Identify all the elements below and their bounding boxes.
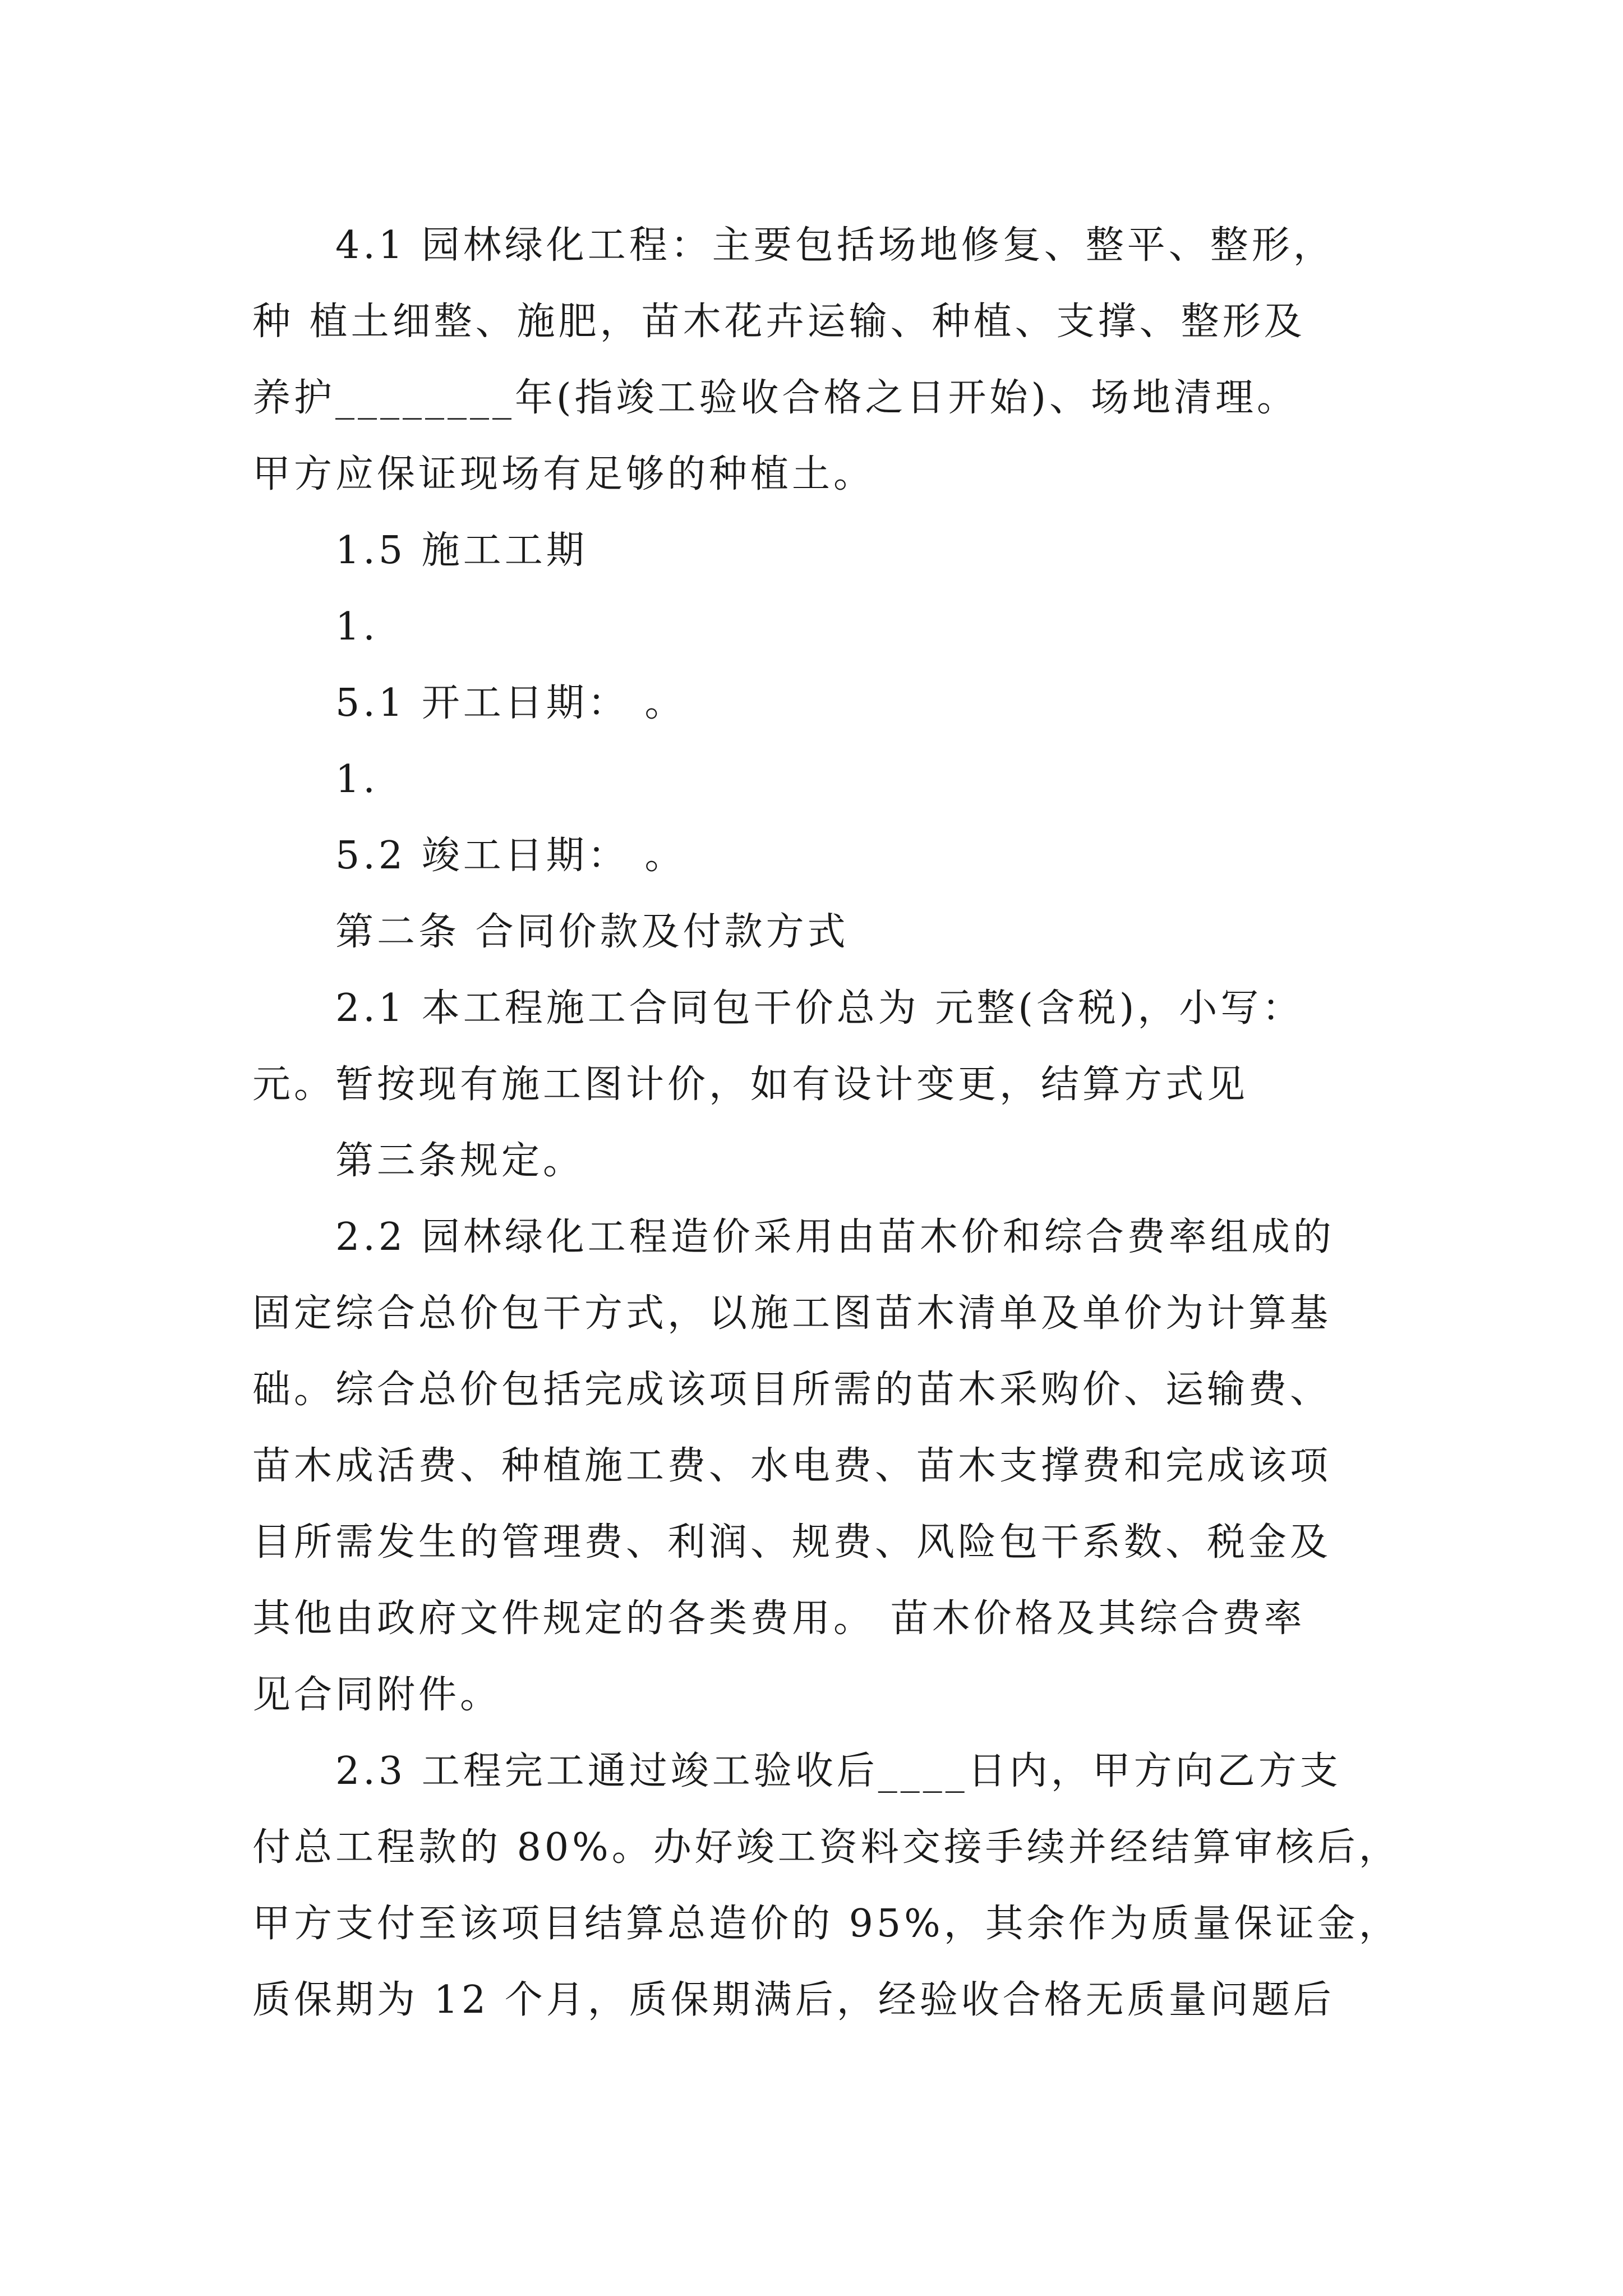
text-line: 其他由政府文件规定的各类费用。 苗木价格及其综合费率	[252, 1596, 1306, 1641]
section-heading: 1.5 施工工期	[335, 528, 588, 573]
text-line: 1.	[335, 605, 379, 649]
text-line: 2.1 本工程施工合同包干价总为 元整(含税)，小写：	[335, 986, 1304, 1030]
text-line: 质保期为 12 个月，质保期满后，经验收合格无质量问题后	[252, 1978, 1335, 2022]
text-line: 4.1 园林绿化工程：主要包括场地修复、整平、整形，	[335, 223, 1335, 268]
text-line: 第三条规定。	[335, 1139, 585, 1183]
text-line: 养护________年(指竣工验收合格之日开始)、场地清理。	[252, 376, 1299, 420]
text-line: 甲方支付至该项目结算总造价的 95%，其余作为质量保证金，	[252, 1902, 1400, 1946]
text-line: 2.2 园林绿化工程造价采用由苗木价和综合费率组成的	[335, 1215, 1335, 1259]
text-line: 付总工程款的 80%。办好竣工资料交接手续并经结算审核后，	[252, 1825, 1400, 1870]
text-line: 5.2 竣工日期： 。	[335, 834, 686, 878]
text-line: 础。综合总价包括完成该项目所需的苗木采购价、运输费、	[252, 1368, 1332, 1412]
text-line: 苗木成活费、种植施工费、水电费、苗木支撑费和完成该项	[252, 1444, 1332, 1488]
text-line: 5.1 开工日期： 。	[335, 681, 686, 725]
text-line: 元。暂按现有施工图计价，如有设计变更，结算方式见	[252, 1062, 1249, 1107]
text-line: 见合同附件。	[252, 1673, 502, 1717]
text-line: 固定综合总价包干方式，以施工图苗木清单及单价为计算基	[252, 1291, 1332, 1336]
text-line: 2.3 工程完工通过竣工验收后____日内，甲方向乙方支	[335, 1749, 1341, 1793]
text-line: 目所需发生的管理费、利润、规费、风险包干系数、税金及	[252, 1520, 1332, 1565]
text-line: 种 植土细整、施肥，苗木花卉运输、种植、支撑、整形及	[252, 300, 1306, 344]
article-heading: 第二条 合同价款及付款方式	[335, 910, 849, 954]
text-line: 甲方应保证现场有足够的种植土。	[252, 452, 875, 496]
text-line: 1.	[335, 757, 379, 802]
